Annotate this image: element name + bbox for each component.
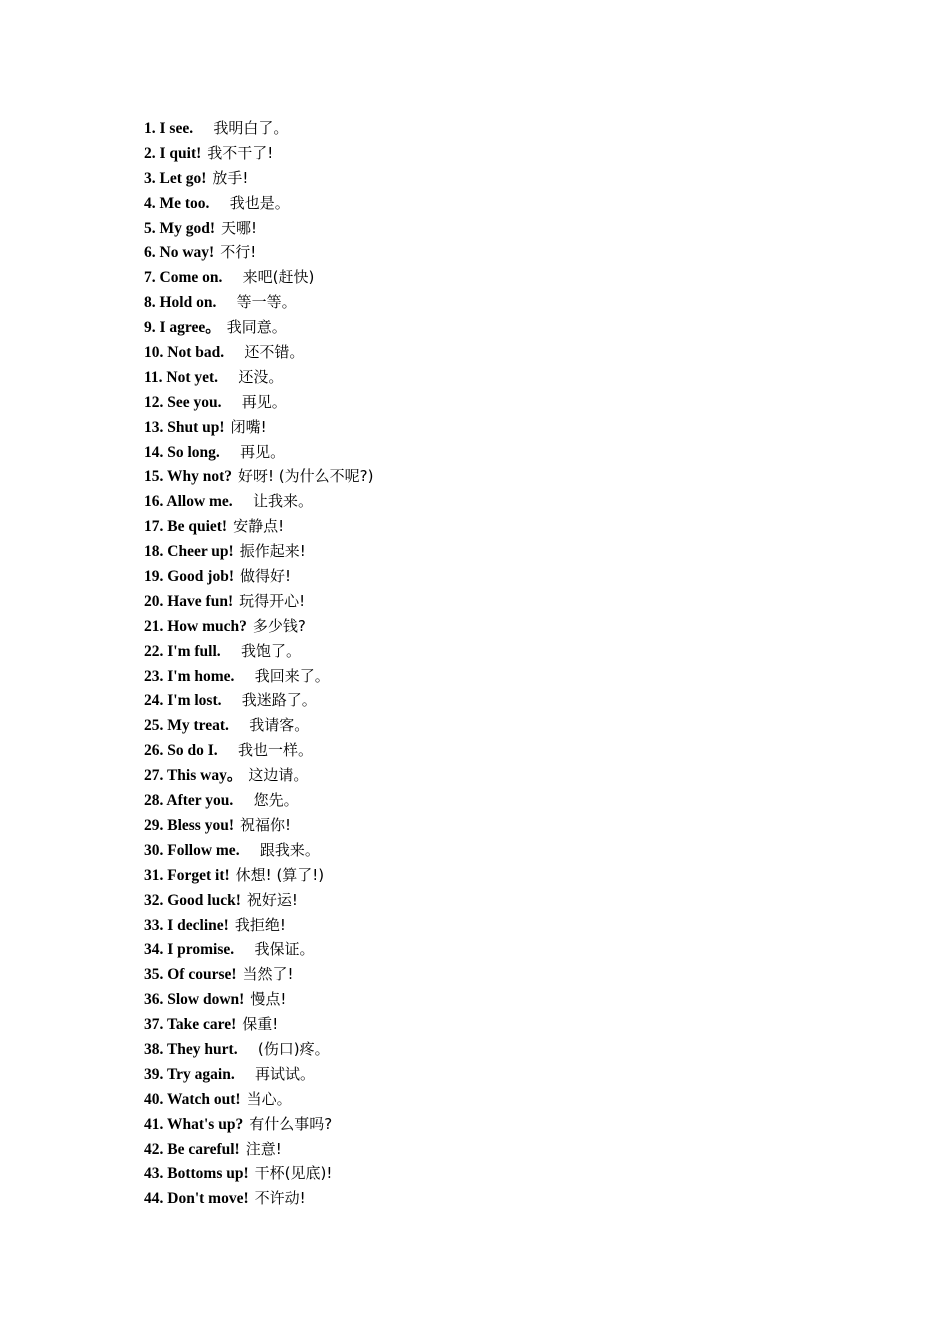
- phrase-english: 32. Good luck!: [144, 891, 241, 909]
- list-item: [144, 340, 373, 365]
- list-item: [144, 788, 373, 813]
- list-item: [144, 1037, 373, 1062]
- list-item: [144, 863, 373, 888]
- phrase-chinese: 休想! (算了!): [235, 865, 325, 884]
- phrase-chinese: 我迷路了。: [227, 691, 317, 710]
- phrase-chinese: 还没。: [224, 367, 284, 386]
- phrase-chinese: 再见。: [227, 392, 287, 411]
- phrase-chinese: 等一等。: [222, 293, 297, 312]
- list-item: [144, 415, 373, 440]
- phrase-english: 23. I'm home.: [144, 667, 235, 685]
- list-item: [144, 216, 373, 241]
- phrase-english: 6. No way!: [144, 244, 215, 262]
- phrase-english: 12. See you.: [144, 393, 222, 411]
- phrase-chinese: 我也一样。: [223, 741, 313, 760]
- list-item: [144, 664, 373, 689]
- list-item: [144, 639, 373, 664]
- phrase-chinese: (伤口)疼。: [243, 1039, 330, 1058]
- phrase-chinese: 还不错。: [230, 343, 305, 362]
- phrase-english: 27. This way。: [144, 767, 243, 785]
- list-item: [144, 763, 373, 788]
- phrase-chinese: 我保证。: [240, 940, 315, 959]
- phrase-chinese: 干杯(见底)!: [254, 1164, 333, 1183]
- phrase-english: 41. What's up?: [144, 1115, 244, 1133]
- phrase-chinese: 多少钱?: [252, 616, 306, 635]
- phrase-english: 5. My god!: [144, 219, 216, 237]
- phrase-chinese: 跟我来。: [245, 840, 320, 859]
- list-item: [144, 464, 373, 489]
- list-item: [144, 564, 373, 589]
- phrase-english: 26. So do I.: [144, 742, 218, 760]
- list-item: [144, 315, 373, 340]
- phrase-english: 3. Let go!: [144, 169, 207, 187]
- phrase-chinese: 我明白了。: [199, 119, 289, 137]
- list-item: [144, 813, 373, 838]
- list-item: [144, 838, 373, 863]
- phrase-english: 21. How much?: [144, 617, 247, 635]
- phrase-chinese: 慢点!: [250, 990, 287, 1009]
- phrase-chinese: 保重!: [242, 1015, 279, 1034]
- list-item: [144, 390, 373, 415]
- phrase-chinese: 放手!: [212, 168, 249, 187]
- phrase-chinese: 我拒绝!: [234, 915, 286, 934]
- phrase-chinese: 让我来。: [238, 492, 313, 511]
- list-item: [144, 888, 373, 913]
- phrase-english: 13. Shut up!: [144, 418, 225, 436]
- list-item: [144, 688, 373, 713]
- phrase-english: 22. I'm full.: [144, 642, 221, 660]
- phrase-chinese: 注意!: [245, 1139, 282, 1158]
- list-item: [144, 738, 373, 763]
- list-item: [144, 191, 373, 216]
- list-item: [144, 240, 373, 265]
- list-item: [144, 1161, 373, 1186]
- list-item: [144, 987, 373, 1012]
- list-item: [144, 365, 373, 390]
- phrase-chinese: 玩得开心!: [239, 591, 306, 610]
- phrase-english: 25. My treat.: [144, 717, 229, 735]
- phrase-english: 40. Watch out!: [144, 1090, 241, 1108]
- phrase-chinese: 当心。: [246, 1089, 292, 1108]
- list-item: [144, 141, 373, 166]
- list-item: [144, 937, 373, 962]
- phrase-english: 2. I quit!: [144, 144, 202, 162]
- phrase-chinese: 闭嘴!: [230, 417, 267, 436]
- phrase-english: 37. Take care!: [144, 1016, 237, 1034]
- phrase-english: 16. Allow me.: [144, 493, 233, 511]
- phrase-chinese: 这边请。: [248, 766, 309, 785]
- phrase-english: 19. Good job!: [144, 568, 234, 586]
- phrase-chinese: 我同意。: [226, 318, 287, 337]
- phrase-chinese: 我请客。: [234, 716, 310, 735]
- list-item: [144, 1112, 373, 1137]
- phrase-english: 17. Be quiet!: [144, 518, 228, 536]
- phrase-english: 29. Bless you!: [144, 816, 234, 834]
- phrase-english: 18. Cheer up!: [144, 543, 234, 561]
- phrase-chinese: 不许动!: [254, 1189, 306, 1208]
- phrase-english: 36. Slow down!: [144, 991, 245, 1009]
- phrase-chinese: 不行!: [220, 243, 257, 262]
- list-item: [144, 1087, 373, 1112]
- phrase-english: 15. Why not?: [144, 468, 232, 486]
- phrase-english: 9. I agree。: [144, 319, 221, 337]
- list-item: [144, 489, 373, 514]
- list-item: [144, 514, 373, 539]
- phrase-english: 4. Me too.: [144, 194, 210, 212]
- phrase-english: 30. Follow me.: [144, 841, 240, 859]
- phrase-english: 10. Not bad.: [144, 344, 225, 362]
- phrase-chinese: 我饱了。: [226, 641, 301, 660]
- phrase-english: 34. I promise.: [144, 941, 235, 959]
- list-item: [144, 265, 373, 290]
- phrase-english: 38. They hurt.: [144, 1040, 238, 1058]
- phrase-chinese: 好呀! (为什么不呢?): [238, 467, 374, 486]
- list-item: [144, 1137, 373, 1162]
- phrase-chinese: 我也是。: [215, 193, 290, 212]
- list-item: [144, 913, 373, 938]
- phrase-english: 1. I see.: [144, 120, 194, 137]
- phrase-english: 24. I'm lost.: [144, 692, 222, 710]
- list-item: [144, 290, 373, 315]
- phrase-english: 7. Come on.: [144, 269, 223, 287]
- list-item: [144, 1012, 373, 1037]
- list-item: [144, 1186, 373, 1211]
- phrase-chinese: 天哪!: [221, 218, 258, 237]
- phrase-chinese: 再试试。: [240, 1064, 316, 1083]
- list-item: [144, 614, 373, 639]
- phrase-english: 44. Don't move!: [144, 1190, 249, 1208]
- phrase-chinese: 安静点!: [233, 517, 285, 536]
- phrase-chinese: 我不干了!: [207, 143, 274, 162]
- list-item: [144, 589, 373, 614]
- phrase-english: 35. Of course!: [144, 966, 237, 984]
- phrase-list: [144, 116, 373, 1211]
- phrase-chinese: 祝福你!: [240, 815, 292, 834]
- list-item: [144, 962, 373, 987]
- list-item: [144, 539, 373, 564]
- phrase-english: 33. I decline!: [144, 916, 229, 934]
- phrase-english: 39. Try again.: [144, 1065, 235, 1083]
- phrase-chinese: 振作起来!: [239, 542, 306, 561]
- phrase-english: 42. Be careful!: [144, 1140, 240, 1158]
- phrase-chinese: 当然了!: [242, 965, 294, 984]
- phrase-chinese: 我回来了。: [240, 666, 330, 685]
- list-item: [144, 1062, 373, 1087]
- phrase-chinese: 来吧(赶快): [228, 268, 315, 287]
- phrase-chinese: 做得好!: [240, 567, 292, 586]
- list-item: [144, 713, 373, 738]
- phrase-english: 31. Forget it!: [144, 866, 230, 884]
- phrase-english: 28. After you.: [144, 792, 234, 810]
- list-item: [144, 116, 373, 141]
- list-item: [144, 440, 373, 465]
- phrase-english: 20. Have fun!: [144, 592, 234, 610]
- phrase-chinese: 再见。: [225, 442, 286, 461]
- phrase-english: 8. Hold on.: [144, 294, 217, 312]
- phrase-chinese: 有什么事吗?: [249, 1114, 333, 1133]
- phrase-english: 14. So long.: [144, 443, 220, 461]
- phrase-chinese: 您先。: [239, 791, 299, 810]
- list-item: [144, 166, 373, 191]
- phrase-english: 11. Not yet.: [144, 368, 219, 386]
- phrase-chinese: 祝好运!: [246, 890, 298, 909]
- phrase-english: 43. Bottoms up!: [144, 1165, 249, 1183]
